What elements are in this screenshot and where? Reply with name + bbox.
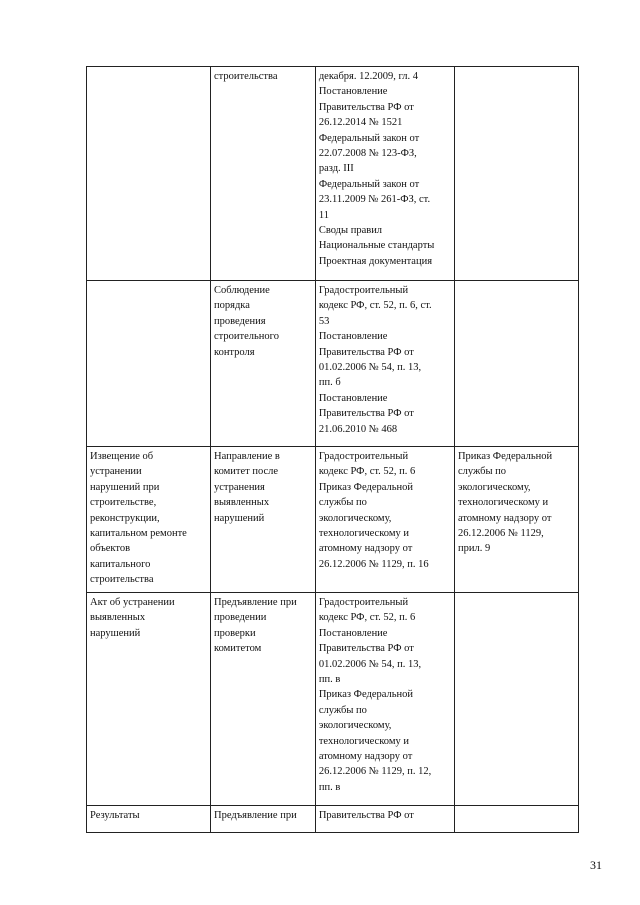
- table-cell: [454, 67, 578, 281]
- cell-text-line: технологическому и: [457, 497, 549, 509]
- table-cell: [454, 281, 578, 447]
- cell-text-line: службы по: [318, 704, 367, 716]
- cell-text-line: Правительства РФ от: [318, 408, 414, 420]
- cell-text-line: Приказ Федеральной: [318, 481, 414, 493]
- table-cell: [454, 447, 578, 593]
- cell-text-line: нарушений: [90, 627, 141, 639]
- cell-text-line: атомному надзору от: [318, 543, 413, 555]
- table-cell: [211, 806, 316, 833]
- cell-text-line: Правительства РФ от: [318, 101, 414, 113]
- cell-text-line: 21.06.2010 № 468: [318, 423, 398, 435]
- table-cell: [315, 806, 454, 833]
- cell-text-line: Акт об устранении: [90, 597, 175, 608]
- cell-text-line: 26.12.2006 № 1129, п. 12,: [318, 766, 432, 778]
- cell-text-line: технологическому и: [318, 735, 409, 747]
- cell-text-line: строительного: [214, 331, 279, 343]
- cell-text-line: Постановление: [318, 86, 388, 98]
- cell-text-line: проведении: [214, 612, 267, 624]
- table-cell: [315, 281, 454, 447]
- cell-text-line: кодекс РФ, ст. 52, п. 6: [318, 466, 416, 478]
- document-table: [86, 66, 579, 833]
- table-row: [87, 593, 579, 806]
- table-cell: [454, 806, 578, 833]
- table-row: [87, 281, 579, 447]
- cell-text-line: комитетом: [214, 643, 262, 655]
- cell-text-line: капитальном ремонте: [90, 528, 187, 540]
- cell-text-line: декабря. 12.2009, гл. 4: [318, 71, 419, 82]
- cell-text-line: Направление в: [214, 451, 280, 462]
- cell-text-line: экологическому,: [318, 720, 392, 732]
- cell-text-line: строительства: [214, 71, 278, 82]
- table-row: [87, 806, 579, 833]
- cell-text-line: Результаты: [90, 810, 140, 821]
- cell-text-line: реконструкции,: [90, 512, 160, 524]
- cell-text-line: комитет после: [214, 466, 279, 478]
- cell-text-line: Национальные стандарты: [318, 240, 435, 252]
- cell-text-line: Федеральный закон от: [318, 132, 420, 144]
- cell-text-line: строительства: [90, 574, 154, 586]
- page-number: 31: [590, 858, 602, 872]
- cell-text-line: нарушений при: [90, 481, 160, 493]
- cell-text-line: Правительства РФ от: [318, 810, 414, 821]
- cell-text-line: проведения: [214, 315, 266, 327]
- cell-text-line: устранении: [90, 466, 142, 478]
- cell-text-line: объектов: [90, 543, 131, 555]
- cell-text-line: 23.11.2009 № 261-ФЗ, ст.: [318, 194, 431, 206]
- cell-text-line: Приказ Федеральной: [457, 451, 553, 462]
- cell-text-line: Федеральный закон от: [318, 178, 420, 190]
- cell-text-line: порядка: [214, 300, 250, 312]
- cell-text-line: Постановление: [318, 627, 388, 639]
- cell-text-line: Извещение об: [90, 451, 154, 462]
- table-cell: [87, 593, 211, 806]
- cell-text-line: 26.12.2006 № 1129, п. 16: [318, 558, 429, 570]
- cell-text-line: выявленных: [90, 612, 146, 624]
- cell-text-line: строительстве,: [90, 497, 157, 509]
- cell-text-line: пп. в: [318, 674, 341, 686]
- table-cell: [315, 67, 454, 281]
- table-cell: [87, 67, 211, 281]
- cell-text-line: экологическому,: [457, 481, 531, 493]
- cell-text-line: Соблюдение: [214, 285, 270, 296]
- table-cell: [87, 806, 211, 833]
- cell-text-line: контроля: [214, 346, 255, 358]
- cell-text-line: Правительства РФ от: [318, 346, 414, 358]
- cell-text-line: 53: [318, 315, 330, 327]
- cell-text-line: Правительства РФ от: [318, 643, 414, 655]
- cell-text-line: Постановление: [318, 392, 388, 404]
- table-cell: [454, 593, 578, 806]
- table-cell: [211, 281, 316, 447]
- cell-text-line: экологическому,: [318, 512, 392, 524]
- cell-text-line: 26.12.2014 № 1521: [318, 117, 403, 129]
- cell-text-line: Постановление: [318, 331, 388, 343]
- cell-text-line: Градостроительный: [318, 451, 409, 462]
- cell-text-line: 26.12.2006 № 1129,: [457, 528, 544, 540]
- table-row: [87, 67, 579, 281]
- cell-text-line: Градостроительный: [318, 285, 409, 296]
- table-cell: [87, 447, 211, 593]
- cell-text-line: Градостроительный: [318, 597, 409, 608]
- table-cell: [315, 593, 454, 806]
- cell-text-line: выявленных: [214, 497, 270, 509]
- table-cell: [211, 447, 316, 593]
- cell-text-line: Предъявление при: [214, 597, 297, 608]
- cell-text-line: атомному надзору от: [318, 751, 413, 763]
- table-cell: [211, 593, 316, 806]
- cell-text-line: пп. б: [318, 377, 341, 389]
- cell-text-line: кодекс РФ, ст. 52, п. 6, ст.: [318, 300, 432, 312]
- cell-text-line: технологическому и: [318, 528, 409, 540]
- cell-text-line: прил. 9: [457, 543, 491, 555]
- cell-text-line: пп. в: [318, 781, 341, 793]
- table-cell: [315, 447, 454, 593]
- cell-text-line: Своды правил: [318, 225, 383, 237]
- cell-text-line: проверки: [214, 627, 256, 639]
- cell-text-line: атомному надзору от: [457, 512, 552, 524]
- cell-text-line: службы по: [318, 497, 367, 509]
- table-cell: [87, 281, 211, 447]
- cell-text-line: 11: [318, 209, 329, 221]
- cell-text-line: 22.07.2008 № 123-ФЗ,: [318, 148, 417, 160]
- cell-text-line: разд. III: [318, 163, 354, 175]
- cell-text-line: 01.02.2006 № 54, п. 13,: [318, 658, 422, 670]
- cell-text-line: Предъявление при: [214, 810, 297, 821]
- table-row: [87, 447, 579, 593]
- cell-text-line: устранения: [214, 481, 265, 493]
- cell-text-line: кодекс РФ, ст. 52, п. 6: [318, 612, 416, 624]
- table-cell: [211, 67, 316, 281]
- cell-text-line: 01.02.2006 № 54, п. 13,: [318, 362, 422, 374]
- cell-text-line: нарушений: [214, 512, 265, 524]
- cell-text-line: службы по: [457, 466, 506, 478]
- cell-text-line: Приказ Федеральной: [318, 689, 414, 701]
- cell-text-line: капитального: [90, 558, 151, 570]
- cell-text-line: Проектная документация: [318, 255, 433, 267]
